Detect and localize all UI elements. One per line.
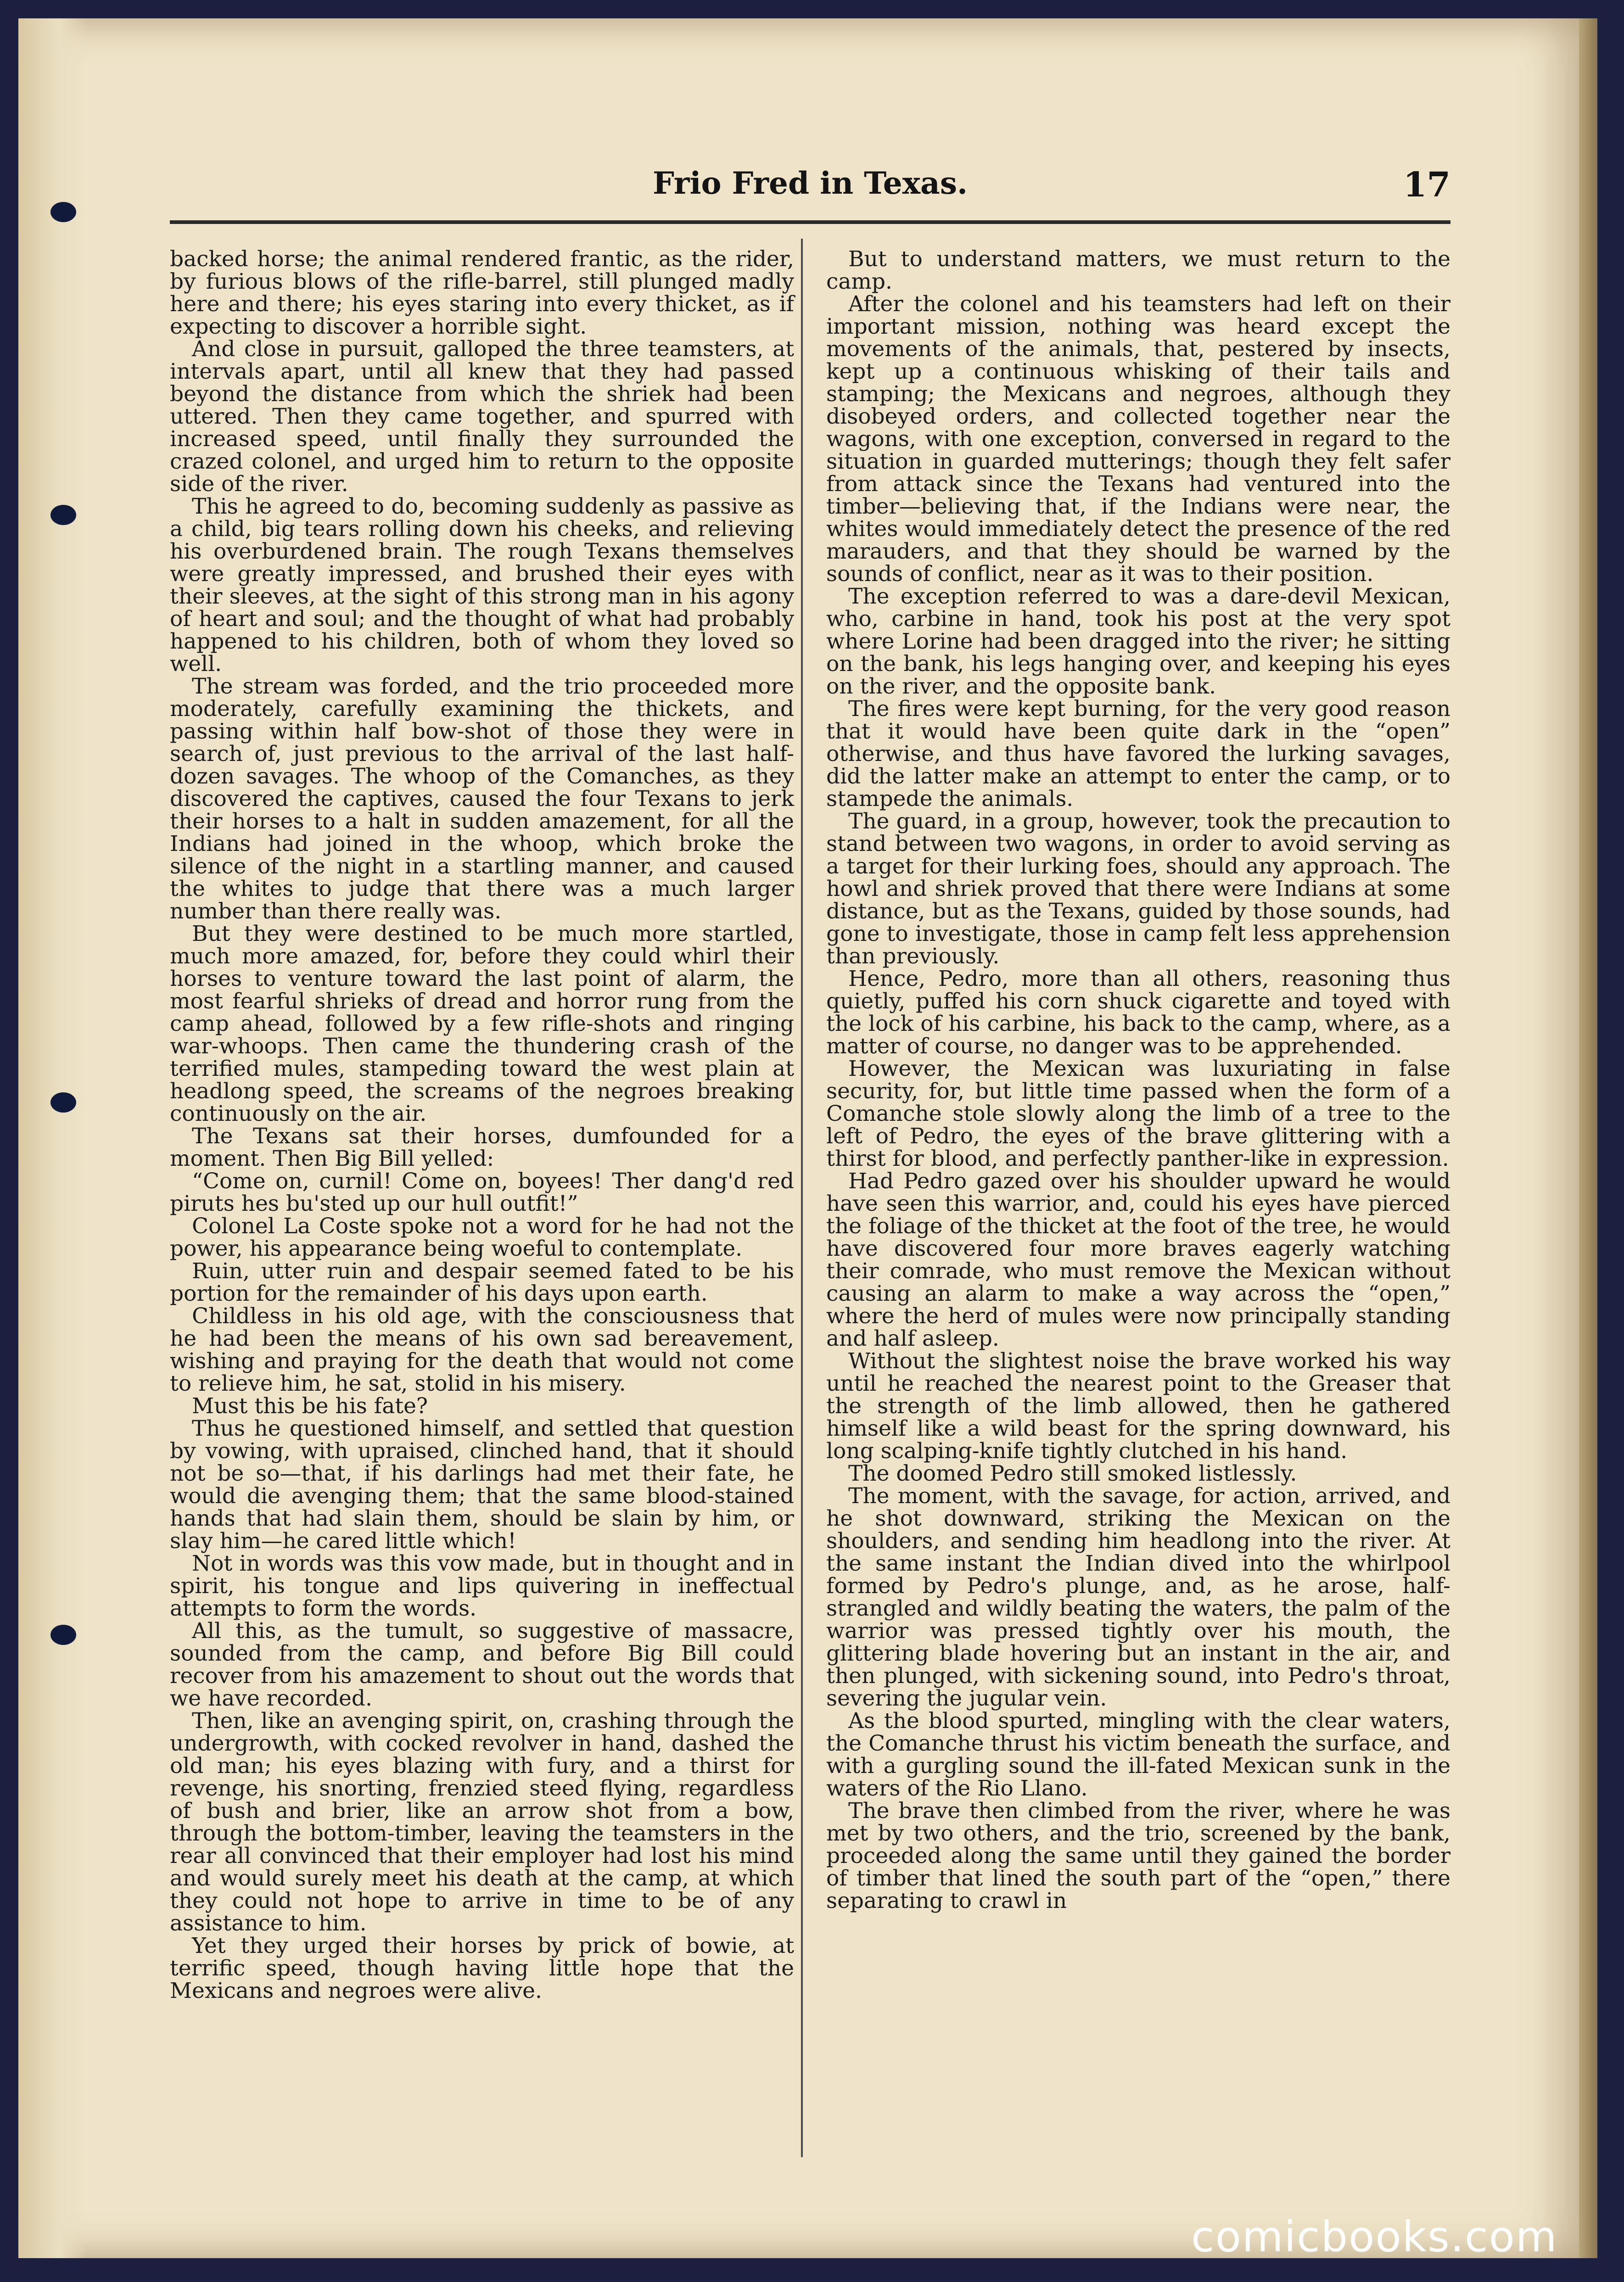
paragraph: The guard, in a group, however, took the precaution to stand between two wagons, in order to avoid serving as a target for their lurking foes, should any approach. The howl and shriek proved that there were Indians at some distance, but as the Texans, guided by those sounds, had gone to investigate, those in camp felt less apprehension than previously. — [826, 809, 1450, 969]
running-title: Frio Fred in Texas. — [653, 165, 968, 201]
paragraph: Must this be his fate? — [192, 1393, 428, 1419]
paragraph: The fires were kept burning, for the very good reason that it would have been quite dark in the “open” otherwise, and thus have favored the lurking savages, did the latter make an attempt to enter the camp, or to stampede the animals. — [826, 696, 1450, 811]
paragraph: This he agreed to do, becoming suddenly as passive as a child, big tears rolling down his cheeks, and relieving his overburdened brain. The rough Texans themselves were greatly impressed, and brushed their eyes with their sleeves, at the sight of this strong man in his agony of heart and soul; and the thought of what had probably happened to his children, both of whom they loved so well. — [170, 494, 794, 677]
page-edge — [1579, 18, 1597, 2258]
paragraph: The doomed Pedro still smoked listlessly. — [848, 1461, 1297, 1486]
binding-hole — [50, 1625, 76, 1645]
page-header — [170, 165, 1450, 220]
binding-hole — [50, 202, 76, 222]
paragraph: Childless in his old age, with the consciousness that he had been the means of his own sad bereavement, wishing and praying for the death that would not come to relieve him, he sat, stolid in his misery. — [170, 1303, 794, 1396]
paragraph: The stream was forded, and the trio proceeded more moderately, carefully examining the thickets, and passing within half bow-shot of those they were in search of, just previous to the arrival of the last half-dozen savages. The whoop of the Comanches, as they discovered the captives, caused the four Texans to jerk their horses to a halt in sudden amazement, for all the Indians had joined in the whoop, which broke the silence of the night in a startling manner, and caused the whites to judge that there was a much larger number than there really was. — [170, 674, 794, 924]
paragraph: The exception referred to was a dare-devil Mexican, who, carbine in hand, took his post at the very spot where Lorine had been dragged into the river; he sitting on the bank, his legs hanging over, and keeping his eyes on the river, and the opposite bank. — [826, 584, 1450, 699]
paragraph: Had Pedro gazed over his shoulder upward he would have seen this warrior, and, could his eyes have pierced the foliage of the thicket at the foot of the tree, he would have discovered four more braves eagerly watching their comrade, who must remove the Mexican without causing an alarm to make a way across the “open,” where the herd of mules were now principally standing and half asleep. — [826, 1169, 1450, 1351]
paragraph: Thus he questioned himself, and settled that question by vowing, with upraised, clinched hand, that it should not be so—that, if his darlings had met their fate, he would die avenging them; that the same blood-stained hands that had slain them, should be slain by him, or slay him—he cared little which! — [170, 1416, 794, 1554]
paragraph: But they were destined to be much more startled, much more amazed, for, before they could whirl their horses to venture toward the last point of alarm, the most fearful shrieks of dread and horror rung from the camp ahead, followed by a few rifle-shots and ringing war-whoops. Then came the thundering crash of the terrified mules, stampeding toward the west plain at headlong speed, the screams of the negroes breaking continuously on the air. — [170, 921, 794, 1126]
paragraph: Yet they urged their horses by prick of bowie, at terrific speed, though having little hope that the Mexicans and negroes were alive. — [170, 1933, 794, 2003]
paragraph: Without the slightest noise the brave worked his way until he reached the nearest point to the Greaser that the strength of the limb allowed, then he gathered himself like a wild beast for the spring downward, his long scalping-knife tightly clutched in his hand. — [826, 1348, 1450, 1464]
page-binding — [18, 18, 87, 2258]
paragraph: Colonel La Coste spoke not a word for he had not the power, his appearance being woeful to contemplate. — [170, 1214, 794, 1261]
paragraph: After the colonel and his teamsters had left on their important mission, nothing was heard except the movements of the animals, that, pestered by insects, kept up a continuous whisking of their tails and stamping; the Mexicans and negroes, although they disobeyed orders, and collected together near the wagons, with one exception, conversed in regard to the situation in guarded mutterings; though they felt safer from attack since the Texans had ventured into the timber—believing that, if the Indians were near, the whites would immediately detect the presence of the red marauders, and that they should be warned by the sounds of conflict, near as it was to their position. — [826, 291, 1450, 587]
paragraph: Hence, Pedro, more than all others, reasoning thus quietly, puffed his corn shuck cigarette and toyed with the lock of his carbine, his back to the camp, where, as a matter of course, no danger was to be apprehended. — [826, 966, 1450, 1059]
paragraph: Not in words was this vow made, but in thought and in spirit, his tongue and lips quivering in ineffectual attempts to form the words. — [170, 1551, 794, 1621]
paragraph: The brave then climbed from the river, where he was met by two others, and the trio, screened by the bank, proceeded along the same until they gained the border of timber that lined the south part of the “open,” there separating to crawl in — [826, 1798, 1450, 1913]
paragraph: As the blood spurted, mingling with the clear waters, the Comanche thrust his victim beneath the surface, and with a gurgling sound the ill-fated Mexican sunk in the waters of the Rio Llano. — [826, 1708, 1450, 1801]
paragraph: However, the Mexican was luxuriating in false security, for, but little time passed when the form of a Comanche stole slowly along the limb of a tree to the left of Pedro, the eyes of the brave glittering with a thirst for blood, and perfectly panther-like in expression. — [826, 1056, 1450, 1171]
paragraph: backed horse; the animal rendered frantic, as the rider, by furious blows of the rifle-barrel, still plunged madly here and there; his eyes staring into every thicket, as if expecting to discover a horrible sight. — [170, 246, 794, 339]
column-divider — [801, 239, 803, 2157]
header-rule — [170, 220, 1450, 224]
binding-hole — [50, 505, 76, 525]
paragraph: But to understand matters, we must return to the camp. — [826, 246, 1450, 294]
left-column — [170, 248, 794, 2002]
watermark: comicbooks.com — [1191, 2212, 1558, 2261]
paragraph: Then, like an avenging spirit, on, crashing through the undergrowth, with cocked revolver in hand, dashed the old man; his eyes blazing with fury, and a thirst for revenge, his snorting, frenzied steed flying, regardless of bush and brier, like an arrow shot from a bow, through the bottom-timber, leaving the teamsters in the rear all convinced that their employer had lost his mind and would surely meet his death at the camp, at which they could not hope to arrive in time to be of any assistance to him. — [170, 1708, 794, 1936]
page-number: 17 — [1403, 165, 1450, 205]
paragraph: The Texans sat their horses, dumfounded for a moment. Then Big Bill yelled: — [170, 1124, 794, 1171]
paragraph: The moment, with the savage, for action, arrived, and he shot downward, striking the Mexican on the shoulders, and sending him headlong into the river. At the same instant the Indian dived into the whirlpool formed by Pedro's plunge, and, as he arose, half-strangled and wildly beating the waters, the palm of the warrior was pressed tightly over his mouth, the glittering blade hovering but an instant in the air, and then plunged, with sickening sound, into Pedro's throat, severing the jugular vein. — [826, 1483, 1450, 1711]
paragraph: And close in pursuit, galloped the three teamsters, at intervals apart, until all knew that they had passed beyond the distance from which the shriek had been uttered. Then they came together, and spurred with increased speed, until finally they surrounded the crazed colonel, and urged him to return to the opposite side of the river. — [170, 336, 794, 497]
paragraph: All this, as the tumult, so suggestive of massacre, sounded from the camp, and before Big Bill could recover from his amazement to shout out the words that we have recorded. — [170, 1618, 794, 1711]
right-column — [826, 248, 1450, 1912]
paragraph: Ruin, utter ruin and despair seemed fated to be his portion for the remainder of his days upon earth. — [170, 1258, 794, 1306]
paragraph: “Come on, curnil! Come on, boyees! Ther dang'd red piruts hes bu'sted up our hull outfit!” — [170, 1169, 794, 1216]
binding-hole — [50, 1092, 76, 1113]
